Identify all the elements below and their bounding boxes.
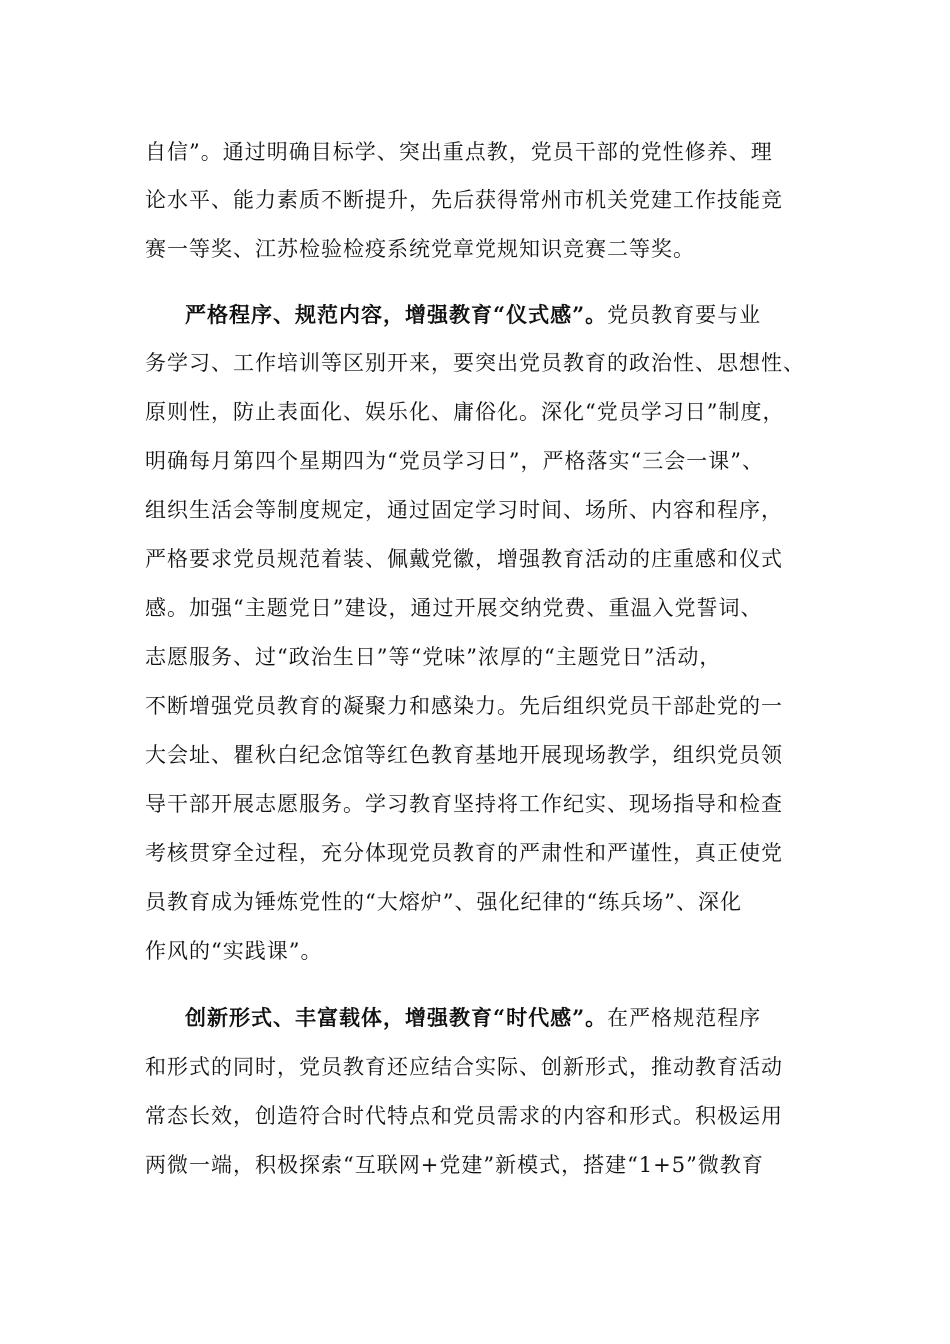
paragraph-first-line-text: 党员教育要与业 (607, 303, 762, 327)
paragraph-line: 明确每月第四个星期四为“党员学习日”，严格落实“三会一课”、 (145, 449, 764, 473)
paragraph-line: 自信”。通过明确目标学、突出重点教，党员干部的党性修养、理 (145, 140, 773, 164)
paragraph-first-line (185, 1003, 845, 1033)
paragraph-line: 组织生活会等制度规定，通过固定学习时间、场所、内容和程序， (145, 498, 783, 522)
paragraph-line: 赛一等奖、江苏检验检疫系统党章党规知识竞赛二等奖。 (145, 237, 695, 261)
paragraph-line: 员教育成为锤炼党性的“大熔炉”、强化纪律的“练兵场”、深化 (145, 890, 742, 914)
paragraph-line: 常态长效，创造符合时代特点和党员需求的内容和形式。积极运用 (145, 1104, 783, 1128)
paragraph-heading: 创新形式、丰富载体，增强教育“时代感”。 (185, 1005, 608, 1030)
paragraph-line: 两微一端，积极探索“互联网+党建”新模式，搭建“1+5”微教育 (145, 1153, 764, 1177)
paragraph-line: 感。加强“主题党日”建设，通过开展交纳党费、重温入党誓词、 (145, 596, 763, 620)
paragraph-line: 大会址、瞿秋白纪念馆等红色教育基地开展现场教学，组织党员领 (145, 743, 783, 767)
paragraph-line: 务学习、工作培训等区别开来，要突出党员教育的政治性、思想性、 (145, 351, 805, 375)
paragraph-line: 作风的“实践课”。 (145, 939, 323, 963)
paragraph-line: 和形式的同时，党员教育还应结合实际、创新形式，推动教育活动 (145, 1055, 783, 1079)
paragraph-line: 导干部开展志愿服务。学习教育坚持将工作纪实、现场指导和检查 (145, 792, 783, 816)
paragraph-line: 不断增强党员教育的凝聚力和感染力。先后组织党员干部赴党的一 (145, 694, 783, 718)
paragraph-line: 论水平、能力素质不断提升，先后获得常州市机关党建工作技能竞 (145, 188, 783, 212)
paragraph-first-line-text: 在严格规范程序 (607, 1006, 762, 1030)
paragraph-line: 原则性，防止表面化、娱乐化、庸俗化。深化“党员学习日”制度， (145, 400, 785, 424)
paragraph-line: 严格要求党员规范着装、佩戴党徽，增强教育活动的庄重感和仪式 (145, 547, 783, 571)
paragraph-heading: 严格程序、规范内容，增强教育“仪式感”。 (185, 302, 608, 327)
paragraph-line: 志愿服务、过“政治生日”等“党味”浓厚的“主题党日”活动， (145, 645, 722, 669)
paragraph-line: 考核贯穿全过程，充分体现党员教育的严肃性和严谨性，真正使党 (145, 841, 783, 865)
paragraph-first-line (185, 300, 845, 330)
